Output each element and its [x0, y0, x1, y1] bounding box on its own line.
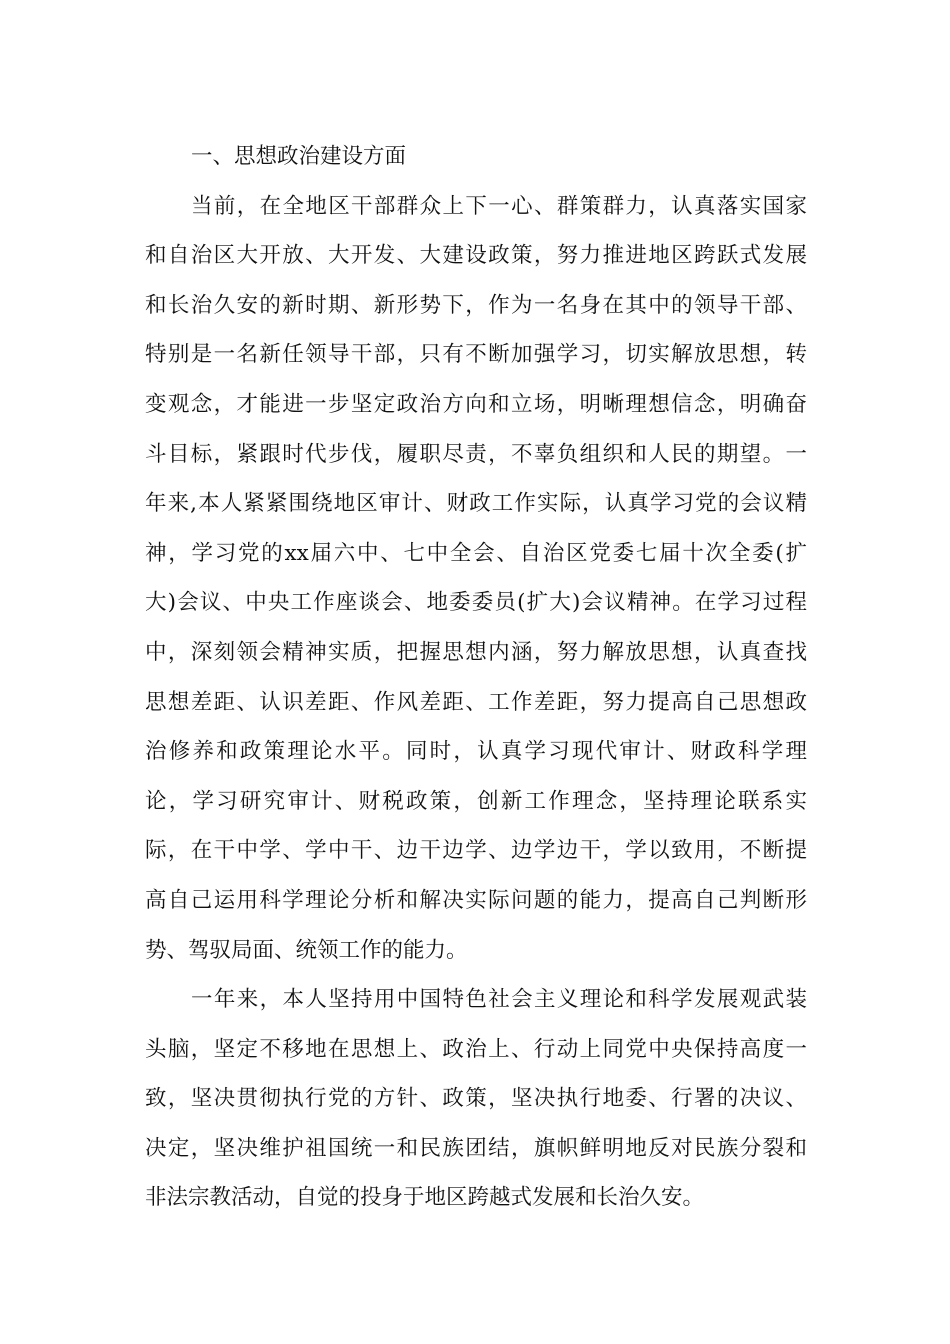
text-line: 际，在干中学、学中干、边干边学、边学边干，学以致用，不断提 [145, 838, 807, 864]
text-line: 致，坚决贯彻执行党的方针、政策，坚决执行地委、行署的决议、 [145, 1086, 807, 1112]
text-line: 决定，坚决维护祖国统一和民族团结，旗帜鲜明地反对民族分裂和 [145, 1135, 807, 1161]
text-line: 治修养和政策理论水平。同时，认真学习现代审计、财政科学理 [145, 739, 807, 765]
text-line: 特别是一名新任领导干部，只有不断加强学习，切实解放思想，转 [145, 342, 807, 368]
text-line: 高自己运用科学理论分析和解决实际问题的能力，提高自己判断形 [145, 887, 807, 913]
paragraph-1 [145, 182, 807, 976]
document-body [145, 132, 807, 1223]
text-line: 非法宗教活动，自觉的投身于地区跨越式发展和长治久安。 [145, 1185, 705, 1211]
text-line: 和长治久安的新时期、新形势下，作为一名身在其中的领导干部、 [145, 292, 807, 318]
section-heading: 一、思想政治建设方面 [191, 144, 407, 169]
text-line: 变观念，才能进一步坚定政治方向和立场，明晰理想信念，明确奋 [145, 391, 807, 417]
text-line: 论，学习研究审计、财税政策，创新工作理念，坚持理论联系实 [145, 788, 807, 814]
text-line: 大)会议、中央工作座谈会、地委委员(扩大)会议精神。在学习过程 [145, 590, 807, 616]
text-line: 斗目标，紧跟时代步伐，履职尽责，不辜负组织和人民的期望。一 [145, 441, 807, 467]
text-line: 势、驾驭局面、统领工作的能力。 [145, 937, 468, 963]
text-line: 当前，在全地区干部群众上下一心、群策群力，认真落实国家 [191, 193, 807, 219]
text-line: 和自治区大开放、大开发、大建设政策，努力推进地区跨跃式发展 [145, 243, 807, 269]
text-line: 思想差距、认识差距、作风差距、工作差距，努力提高自己思想政 [145, 689, 807, 715]
text-line: 头脑，坚定不移地在思想上、政治上、行动上同党中央保持高度一 [145, 1036, 807, 1062]
text-line: 中，深刻领会精神实质，把握思想内涵，努力解放思想，认真查找 [145, 639, 807, 665]
text-line: 神，学习党的xx届六中、七中全会、自治区党委七届十次全委(扩 [145, 540, 807, 566]
text-line: 年来,本人紧紧围绕地区审计、财政工作实际，认真学习党的会议精 [145, 491, 807, 517]
paragraph-2 [145, 975, 807, 1223]
text-line: 一年来，本人坚持用中国特色社会主义理论和科学发展观武装 [191, 987, 807, 1013]
